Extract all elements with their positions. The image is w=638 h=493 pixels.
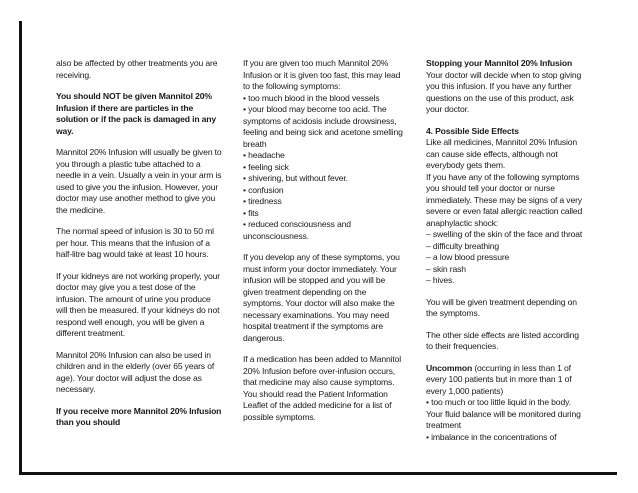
column-1 [56,58,224,429]
list-item: • shivering, but without fever. [243,173,348,183]
list-item: • your blood may become too acid. The symptoms of acidosis include drowsiness, feeling and being sick and acetone smelling breath [243,104,403,149]
paragraph: Mannitol 20% Infusion can also be used in children and in the elderly (over 65 years of age). Your doctor will adjust the dose as necessary. [56,349,215,394]
list-item: • fits [243,207,259,218]
list-item: • headache [243,150,285,160]
frequency-text: (occurring in less than 1 of every 100 patients but in more than 1 of every 1,000 patients) [426,362,572,396]
column-3 [426,58,586,443]
symptom-list [243,93,405,243]
paragraph: Mannitol 20% Infusion will usually be given to you through a plastic tube attached to a needle in a vein. Usually a vein in your arm is used to give you the infusion. However, your doctor may use another method to give you the medicine. [56,147,222,215]
paragraph: If your kidneys are not working properly, your doctor may give you a test dose of the infusion. The amount of urine you produce will then be measured. If your kidneys do not respond well enough, you will be given a different treatment. [56,270,220,338]
paragraph: If you develop any of these symptoms, you must inform your doctor immediately. Your infusion will be stopped and you will be given treatment depending on the symptoms. Your doctor will also make the necessary examinations. You may need hospital treatment if the symptoms are dangerous. [243,252,400,343]
list-item: • confusion [243,184,284,195]
list-item: – a low blood pressure [426,252,510,262]
paragraph: If a medication has been added to Mannitol 20% Infusion before over-infusion occurs, that medicine may also cause symptoms. You should read the Patient Information Leaflet of the added medicine for a list of possible symptoms. [243,354,402,422]
list-item: – hives. [426,275,455,285]
list-item: • reduced consciousness and unconsciousness. [243,219,351,241]
paragraph: If you have any of the following symptoms you should tell your doctor or nurse immediately. These may be signs of a very severe or even fatal allergic reaction called anaphylactic shock: [426,171,583,228]
allergy-list [426,229,586,287]
uncommon-list [426,397,586,443]
paragraph: The normal speed of infusion is 30 to 50 ml per hour. This means that the infusion of a half-litre bag would take at least 10 hours. [56,226,214,259]
list-item: – swelling of the skin of the face and throat [426,229,583,239]
list-item: – difficulty breathing [426,240,499,251]
paragraph: You will be given treatment depending on the symptoms. [426,296,577,318]
stopping-heading: Stopping your Mannitol 20% Infusion [426,58,573,68]
paragraph: Your doctor will decide when to stop giving you this infusion. If you have any further questions on the use of this product, ask your doctor. [426,69,582,114]
frequency-label: Uncommon [426,362,473,373]
paragraph: also be affected by other treatments you are receiving. [56,58,218,80]
frequency-note [426,363,586,398]
list-item: • too much or too little liquid in the body. Your fluid balance will be monitored during treatment [426,397,581,430]
paragraph: The other side effects are listed according to their frequencies. [426,329,579,351]
paragraph: Like all medicines, Mannitol 20% Infusion can cause side effects, although not everybody gets them. [426,137,578,170]
section-heading: 4. Possible Side Effects [426,125,519,136]
paragraph: If you are given too much Mannitol 20% Infusion or it is given too fast, this may lead to the following symptoms: [243,58,401,91]
warning-heading: You should NOT be given Mannitol 20% Infusion if there are particles in the solution or if the pack is damaged in any way. [56,91,217,136]
list-item: • feeling sick [243,161,289,172]
list-item: • imbalance in the concentrations of [426,431,557,442]
list-item: • tiredness [243,196,282,206]
overdose-heading: If you receive more Mannitol 20% Infusion than you should [56,405,222,427]
list-item: – skin rash [426,263,466,274]
column-2 [243,58,405,433]
list-item: • too much blood in the blood vessels [243,92,380,103]
